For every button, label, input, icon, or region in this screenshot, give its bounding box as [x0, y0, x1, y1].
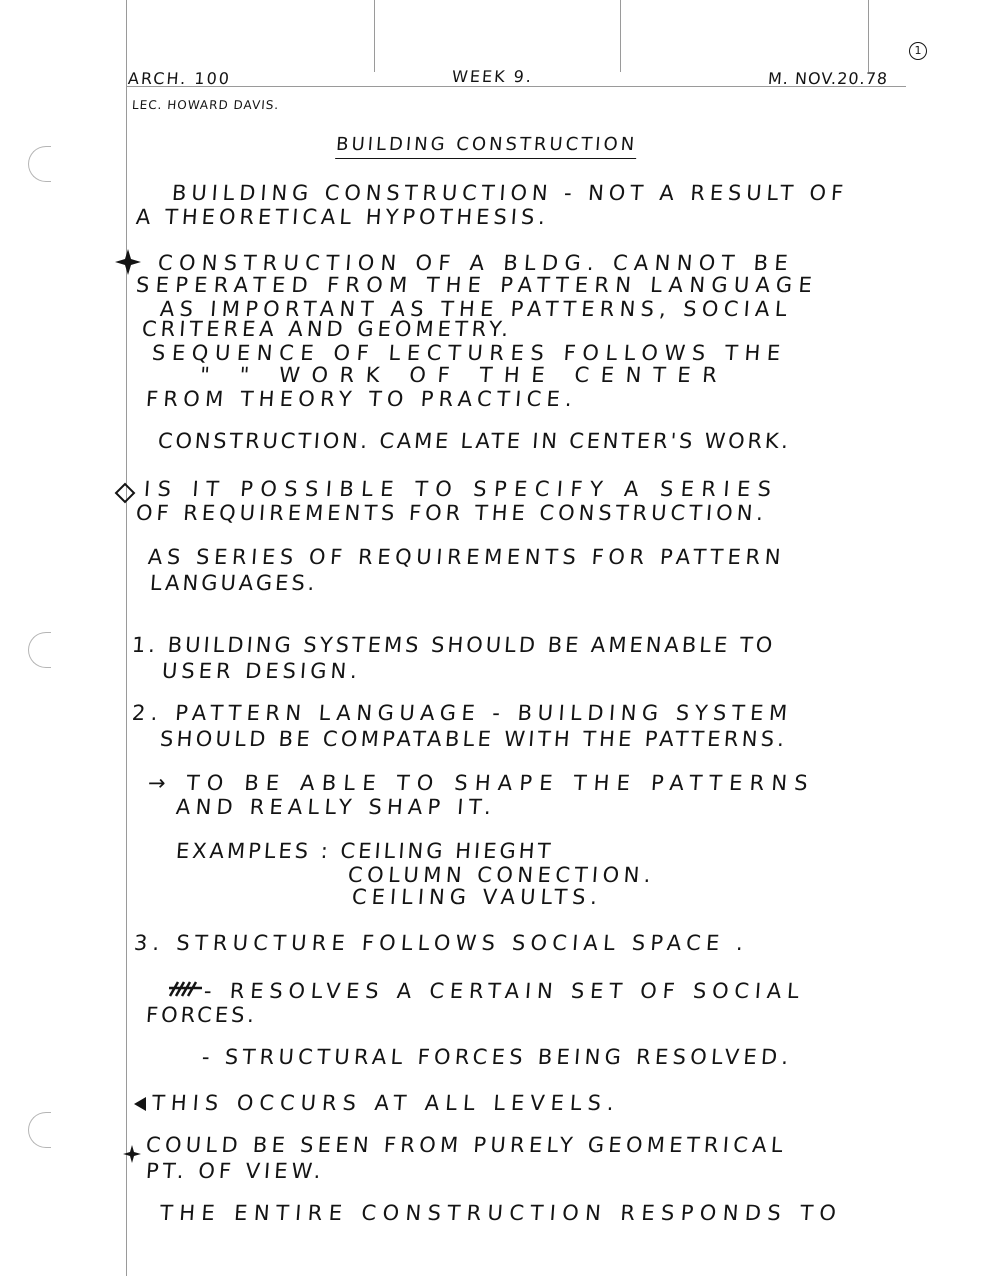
note-line: 2. PATTERN LANGUAGE - BUILDING SYSTEM: [131, 701, 794, 725]
diamond-bullet-icon: [114, 482, 136, 504]
column-rule: [620, 0, 621, 72]
note-line: CRITEREA AND GEOMETRY.: [141, 317, 513, 341]
note-line: 1. BUILDING SYSTEMS SHOULD BE AMENABLE TO: [131, 633, 777, 657]
star-bullet-icon: [122, 1144, 142, 1164]
note-line: LANGUAGES.: [149, 571, 319, 595]
note-line: FROM THEORY TO PRACTICE.: [145, 387, 578, 411]
note-line: 3. STRUCTURE FOLLOWS SOCIAL SPACE .: [133, 931, 750, 955]
column-rule: [374, 0, 375, 72]
week-label: WEEK 9.: [451, 67, 534, 86]
note-line: FORCES.: [145, 1003, 258, 1027]
binder-hole: [28, 146, 51, 182]
page-title: BUILDING CONSTRUCTION: [335, 134, 638, 159]
note-line: A THEORETICAL HYPOTHESIS.: [135, 205, 550, 229]
note-line: SEPERATED FROM THE PATTERN LANGUAGE: [135, 273, 819, 297]
lecturer-label: LEC. HOWARD DAVIS.: [131, 98, 280, 112]
note-line: COULD BE SEEN FROM PURELY GEOMETRICAL: [145, 1133, 788, 1157]
note-line: EXAMPLES : CEILING HIEGHT: [175, 839, 555, 863]
star-bullet-icon: [114, 248, 142, 276]
page-number: 1: [909, 42, 927, 60]
note-line: SHOULD BE COMPATABLE WITH THE PATTERNS.: [159, 727, 789, 751]
note-line: " " WORK OF THE CENTER: [199, 363, 730, 387]
date-label: M. NOV.20.78: [767, 69, 889, 88]
note-line: AND REALLY SHAP IT.: [175, 795, 497, 819]
note-line: BUILDING CONSTRUCTION - NOT A RESULT OF: [171, 181, 849, 205]
note-line: → TO BE ABLE TO SHAPE THE PATTERNS: [147, 771, 816, 795]
struck-out-word-icon: [168, 978, 204, 1000]
note-line: THE ENTIRE CONSTRUCTION RESPONDS TO: [159, 1201, 844, 1225]
note-line: CEILING VAULTS.: [351, 885, 603, 909]
note-line: CONSTRUCTION. CAME LATE IN CENTER'S WORK.: [157, 429, 792, 453]
note-line: OF REQUIREMENTS FOR THE CONSTRUCTION.: [135, 501, 768, 525]
note-line: IS IT POSSIBLE TO SPECIFY A SERIES: [143, 477, 780, 501]
note-line: AS IMPORTANT AS THE PATTERNS, SOCIAL: [159, 297, 793, 321]
note-line: SEQUENCE OF LECTURES FOLLOWS THE: [151, 341, 788, 365]
margin-rule: [126, 0, 127, 1276]
note-line: COLUMN CONECTION.: [347, 863, 656, 887]
course-code: ARCH. 100: [127, 69, 232, 88]
note-line: - STRUCTURAL FORCES BEING RESOLVED.: [201, 1045, 794, 1069]
column-rule: [868, 0, 869, 72]
arrow-bullet-icon: [132, 1094, 152, 1114]
note-line: THIS OCCURS AT ALL LEVELS.: [151, 1091, 621, 1115]
note-line: PT. OF VIEW.: [145, 1159, 326, 1183]
note-line: CONSTRUCTION OF A BLDG. CANNOT BE: [157, 251, 795, 275]
note-line: USER DESIGN.: [161, 659, 362, 683]
binder-hole: [28, 632, 51, 668]
binder-hole: [28, 1112, 51, 1148]
note-line: AS SERIES OF REQUIREMENTS FOR PATTERN: [147, 545, 786, 569]
note-line: - RESOLVES A CERTAIN SET OF SOCIAL: [203, 979, 806, 1003]
